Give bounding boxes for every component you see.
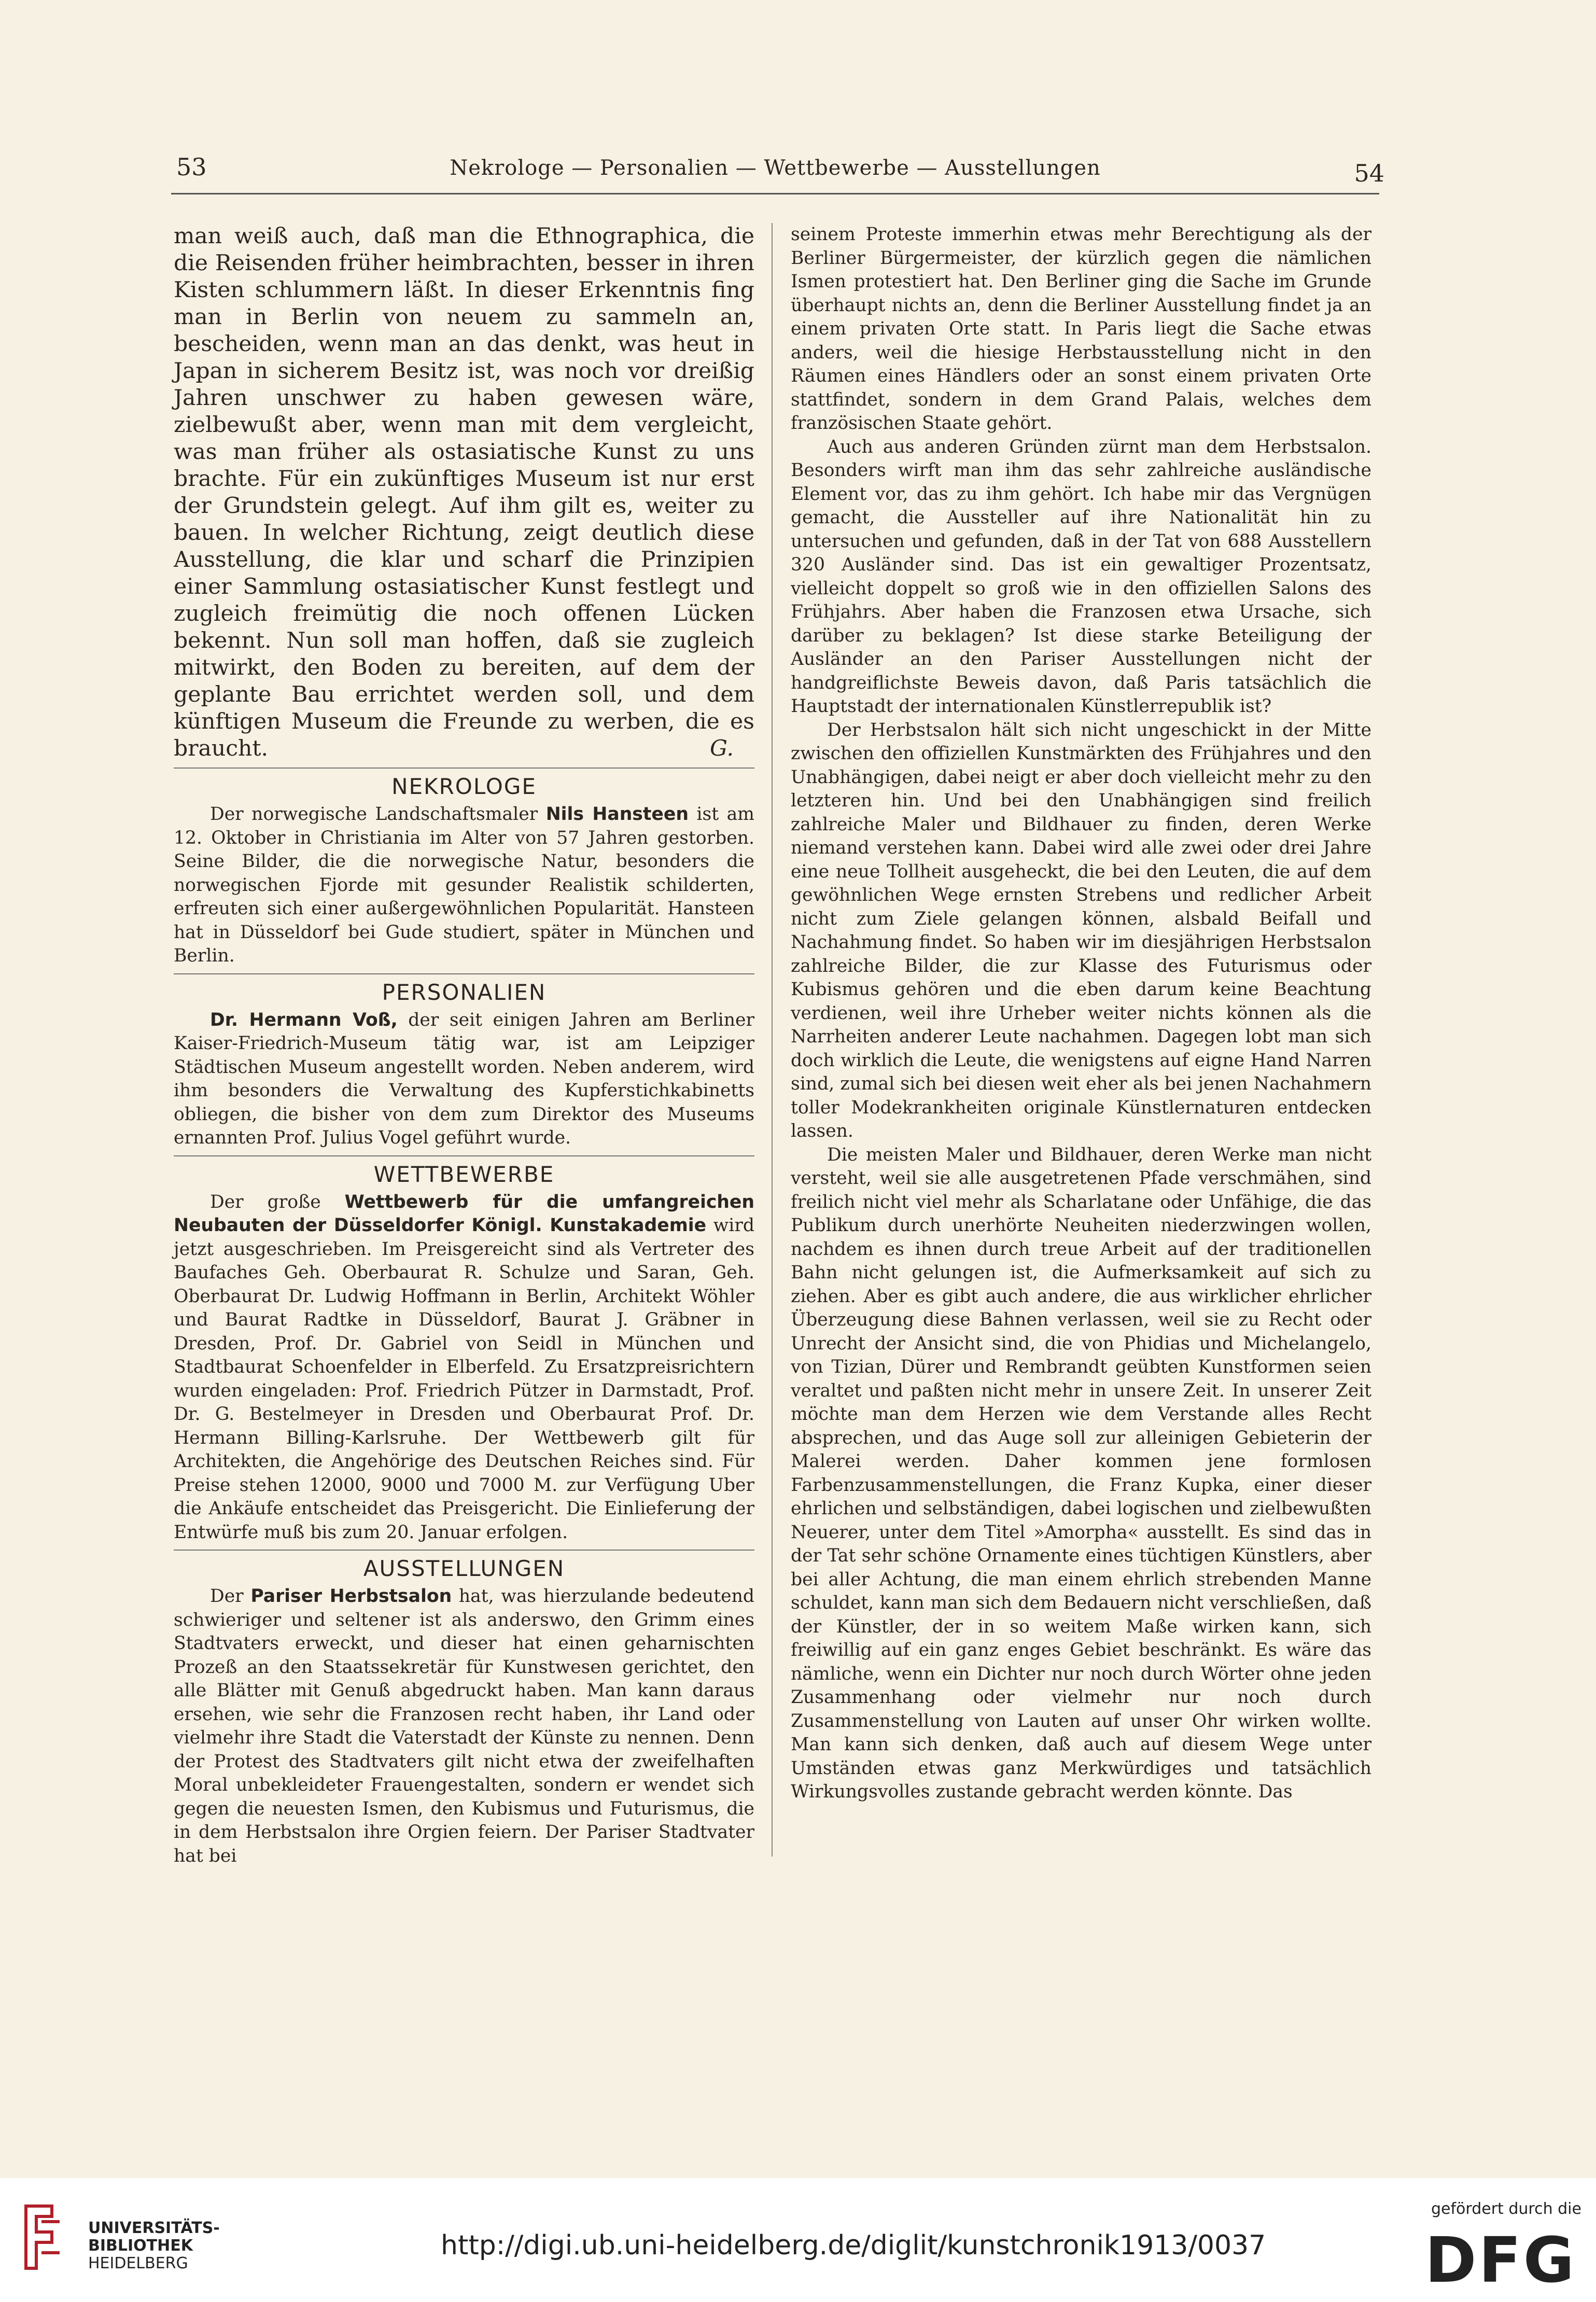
page-header xyxy=(171,153,1384,187)
library-line-1: UNIVERSITÄTS- xyxy=(88,2219,220,2237)
nekrologe-paragraph xyxy=(174,803,754,968)
library-line-3: HEIDELBERG xyxy=(88,2254,188,2272)
page-number-left: 53 xyxy=(176,153,207,181)
ausstellungen-heading: AUSSTELLUNGEN xyxy=(363,1556,565,1581)
funding-note: gefördert durch die xyxy=(1431,2200,1581,2218)
library-name xyxy=(88,2220,220,2272)
dfg-logo: DFG xyxy=(1425,2225,1577,2297)
page-number-right: 54 xyxy=(1354,159,1384,187)
section-rule xyxy=(174,973,754,974)
column-divider xyxy=(772,223,773,1857)
wettbewerbe-paragraph xyxy=(174,1191,754,1545)
library-line-2: BIBLIOTHEK xyxy=(88,2237,193,2255)
section-rule xyxy=(174,768,754,769)
intro-paragraph: man weiß auch, daß man die Ethnographica, die die Reisenden früher heimbrachten, besser in ihren Kisten schlummern läßt. In dieser Erkenntnis fing man in Berlin von neuem zu sammeln an, bescheiden, wenn man an das denkt, was heut in Japan in sicherem Besitz ist, was noch vor dreißig Jahren unschwer zu haben gewesen wäre, zielbewußt aber, wenn man mit dem vergleicht, was man früher als ostasiatische Kunst zu uns brachte. Für ein zukünftiges Museum ist nur erst der Grundstein gelegt. Auf ihm gilt es, weiter zu bauen. In welcher Richtung, zeigt deutlich diese Ausstellung, die klar und scharf die Prinzipien einer Sammlung ostasiatischer Kunst festlegt und zugleich freimütig die noch offenen Lücken bekennt. Nun soll man hoffen, daß sie zugleich mitwirkt, den Boden zu bereiten, auf dem der geplante Bau errichtet werden soll, und dem künftigen Museum die Freunde zu werben, die es braucht. xyxy=(174,224,754,761)
running-title: Nekrologe — Personalien — Wettbewerbe — Ausstellungen xyxy=(450,156,1101,180)
right-paragraph-4: Die meisten Maler und Bildhauer, deren Werke man nicht versteht, weil sie alle ausgetretenen Pfade verschmähen, sind freilich nicht viel mehr als Scharlatane oder Unfähige, die das Publikum durch unerhörte Neuheiten niederzwingen wollen, nachdem es ihnen durch treue Arbeit auf der traditionellen Bahn nicht gelungen ist, die Aufmerksamkeit auf sich zu ziehen. Aber es gibt auch andere, die aus wirklicher ehrlicher Überzeugung diese Bahnen verlassen, weil sie zu Recht oder Unrecht der Ansicht sind, die von Phidias und Michelangelo, von Tizian, Dürer und Rembrandt geübten Kunstformen seien veraltet und paßten nicht mehr in unsere Zeit. In unserer Zeit möchte man dem Herzen wie dem Verstande alles Recht absprechen, und das Auge soll zur alleinigen Gebieterin der Malerei werden. Daher kommen jene formlosen Farbenzusammenstellungen, die Franz Kupka, einer dieser ehrlichen und selbständigen, dabei logischen und zielbewußten Neuerer, unter dem Titel »Amorpha« ausstellt. Es sind das in der Tat sehr schöne Ornamente eines tüchtigen Künstlers, aber bei aller Achtung, die man einem ehrlich strebenden Manne schuldet, kann man sich dem Bedauern nicht verschließen, daß der Künstler, der in so weitem Maße wirken kann, sich freiwillig auf ein ganz enges Gebiet beschränkt. Es wäre das nämliche, wenn ein Dichter nur noch durch Wörter ohne jeden Zusammenhang oder vielmehr nur noch durch Zusammenstellung von Lauten auf unser Ohr wirken wollte. Man kann sich denken, daß auch auf diesem Wege unter Umständen etwas ganz Merkwürdiges und tatsächlich Wirkungsvolles zustande gebracht werden könnte. Das xyxy=(791,1144,1371,1802)
personalien-text: der seit einigen Jahren am Berliner Kaiser-Friedrich-Museum tätig war, ist am Leipziger Städtischen Museum angestellt worden. Neben anderem, wird ihm besonders die Verwaltung des Kupferstichkabinetts obliegen, die bisher von dem zum Direktor des Museums ernannten Prof. Julius Vogel geführt wurde. xyxy=(174,1009,754,1148)
footer-bar xyxy=(0,2178,1596,2302)
section-rule xyxy=(174,1155,754,1156)
nekrologe-lead: Der norwegische Landschaftsmaler xyxy=(210,804,538,825)
personalien-name: Dr. Hermann Voß, xyxy=(210,1009,398,1030)
wettbewerbe-name: Wettbewerb für die umfangreichen Neubauten der Düsseldorfer Königl. Kunstakademie xyxy=(174,1191,754,1236)
wettbewerbe-lead: Der große xyxy=(210,1191,321,1212)
nekrologe-heading: NEKROLOGE xyxy=(391,774,537,799)
personalien-paragraph xyxy=(174,1009,754,1150)
source-url-link[interactable]: http://digi.ub.uni-heidelberg.de/diglit/kunstchronik1913/0037 xyxy=(441,2230,1266,2261)
right-paragraph-2: Auch aus anderen Gründen zürnt man dem Herbstsalon. Besonders wirft man ihm das sehr zahlreiche ausländische Element vor, das zu ihm gehört. Ich habe mir das Vergnügen gemacht, die Aussteller auf ihre Nationalität hin zu untersuchen und gefunden, daß in der Tat von 688 Ausstellern 320 Ausländer sind. Das ist ein gewaltiger Prozentsatz, vielleicht doppelt so groß wie in den offiziellen Salons des Frühjahrs. Aber haben die Franzosen etwa Ursache, sich darüber zu beklagen? Ist diese starke Beteiligung der Ausländer an den Pariser Ausstellungen nicht der handgreiflichste Beweis davon, daß Paris tatsächlich die Hauptstadt der internationalen Künstlerrepublik ist? xyxy=(791,436,1371,717)
library-logo-icon xyxy=(21,2201,62,2273)
right-paragraph-3: Der Herbstsalon hält sich nicht ungeschickt in der Mitte zwischen den offiziellen Kunstmärkten des Frühjahres und den Unabhängigen, dabei neigt er aber doch vielleicht mehr zu den letzteren hin. Und bei den Unabhängigen sind freilich zahlreiche Maler und Bildhauer zu finden, deren Werke niemand verstehen kann. Dabei wird alle zwei oder drei Jahre eine neue Tollheit ausgeheckt, die bei den Leuten, die auf dem gewöhnlichen Wege ernsten Strebens und redlicher Arbeit nicht zum Ziele gelangen können, alsbald Beifall und Nachahmung findet. So haben wir im diesjährigen Herbstsalon zahlreiche Bilder, die zur Klasse des Futurismus oder Kubismus gehören und die eben darum keine Beachtung verdienen, weil ihre Urheber weiter nichts können als die Narrheiten anderer Leute nachahmen. Dagegen lobt man sich doch wirklich die Leute, die wenigstens auf eigne Hand Narren sind, zumal sich bei diesen weit eher als bei jenen Nachahmern toller Modekrankheiten originale Künstlernaturen entdecken lassen. xyxy=(791,719,1371,1141)
ausstellungen-lead: Der xyxy=(210,1586,244,1607)
right-column xyxy=(791,223,1371,1804)
wettbewerbe-text: wird jetzt ausgeschrieben. Im Preisgereicht sind als Vertreter des Baufaches Geh. Oberbaurat R. Schulze und Saran, Geh. Oberbaurat Dr. Ludwig Hoffmann in Berlin, Architekt Wöhler und Baurat Radtke in Düsseldorf, Baurat J. Gräbner in Dresden, Prof. Dr. Gabriel von Seidl in München und Stadtbaurat Schoenfelder in Elberfeld. Zu Ersatzpreisrichtern wurden eingeladen: Prof. Friedrich Pützer in Darmstadt, Prof. Dr. G. Bestelmeyer in Dresden und Oberbaurat Prof. Dr. Hermann Billing-Karlsruhe. Der Wettbewerb gilt für Architekten, die Angehörige des Deutschen Reiches sind. Für Preise stehen 12000, 9000 und 7000 M. zur Verfügung Uber die Ankäufe entscheidet das Preisgericht. Die Einlieferung der Entwürfe muß bis zum 20. Januar erfolgen. xyxy=(174,1215,754,1543)
left-column xyxy=(174,223,754,1868)
ausstellungen-name: Pariser Herbstsalon xyxy=(250,1586,452,1607)
ausstellungen-paragraph xyxy=(174,1585,754,1868)
nekrologe-name: Nils Hansteen xyxy=(545,804,689,825)
right-paragraph-1: seinem Proteste immerhin etwas mehr Berechtigung als der Berliner Bürgermeister, der kürzlich gegen die nämlichen Ismen protestiert hat. Den Berliner ging die Sache im Grunde überhaupt nichts an, denn die Berliner Ausstellung findet ja an einem privaten Orte statt. In Paris liegt die Sache etwas anders, weil die hiesige Herbstausstellung nicht in den Räumen eines Händlers oder an sonst einem privaten Orte stattfindet, sondern in dem Grand Palais, welches dem französischen Staate gehört. xyxy=(791,224,1371,434)
intro-signature: G. xyxy=(710,736,734,761)
header-rule xyxy=(171,193,1379,194)
ausstellungen-text: hat, was hierzulande bedeutend schwieriger und seltener ist als anderswo, den Grimm eines Stadtvaters erweckt, und dieser hat einen geharnischten Prozeß an den Staatssekretär für Kunstwesen gerichtet, den alle Blätter mit Genuß abgedruckt haben. Man kann daraus ersehen, wie sehr die Franzosen recht haben, ihr Land oder vielmehr ihre Stadt die Vaterstadt der Künste zu nennen. Denn der Protest des Stadtvaters gilt nicht etwa der zweifelhaften Moral unbekleideter Frauengestalten, sondern er wendet sich gegen die neuesten Ismen, den Kubismus und Futurismus, die in dem Herbstsalon ihre Orgien feiern. Der Pariser Stadtvater hat bei xyxy=(174,1586,754,1866)
nekrologe-text: ist am 12. Oktober in Christiania im Alter von 57 Jahren gestorben. Seine Bilder, die die norwegische Natur, besonders die norwegischen Fjorde mit gesunder Realistik schilderten, erfreuten sich einer außergewöhnlichen Popularität. Hansteen hat in Düsseldorf bei Gude studiert, später in München und Berlin. xyxy=(174,804,754,966)
personalien-heading: PERSONALIEN xyxy=(382,979,547,1005)
section-rule xyxy=(174,1550,754,1551)
wettbewerbe-heading: WETTBEWERBE xyxy=(373,1161,555,1187)
